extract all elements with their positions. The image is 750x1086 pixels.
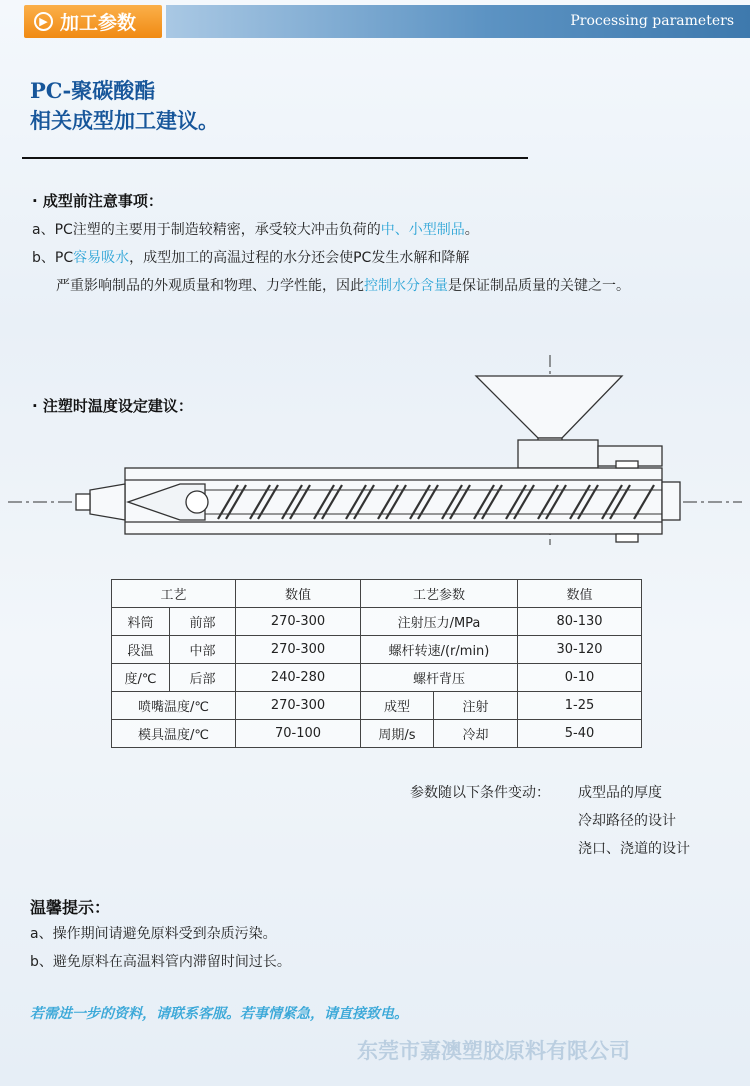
- item-b2-highlight: 控制水分含量: [364, 278, 448, 294]
- injection-machine-diagram: [0, 350, 750, 550]
- param-injection-pressure-value: 80-130: [518, 608, 642, 636]
- item-b-prefix: b、PC: [32, 250, 74, 266]
- item-a-prefix: a、PC注塑的主要用于制造较精密，承受较大冲击负荷的: [32, 222, 381, 238]
- play-circle-icon: ▶: [34, 12, 53, 31]
- conditions-label: 参数随以下条件变动：: [410, 785, 550, 801]
- item-a-highlight: 中、小型制品: [380, 222, 465, 238]
- zone-middle: 中部: [170, 636, 236, 664]
- condition-item-1: 成型品的厚度: [578, 785, 662, 801]
- pre-molding-item-b2: [56, 275, 630, 295]
- nozzle: [90, 484, 125, 520]
- param-back-pressure-value: 0-10: [518, 664, 642, 692]
- condition-item-3: 浇口、浇道的设计: [578, 841, 690, 857]
- tips-heading: 温馨提示：: [30, 898, 111, 917]
- title-divider: [22, 157, 528, 159]
- feed-housing: [518, 440, 598, 468]
- header-band: [166, 5, 750, 38]
- title-line-2: 相关成型加工建议。: [30, 108, 219, 133]
- zone-middle-value: 270-300: [236, 636, 361, 664]
- header-bar: [0, 0, 750, 42]
- mold-temp-value: 70-100: [236, 720, 361, 748]
- table-header-row: [112, 580, 642, 608]
- barrel-label-3: 度/℃: [112, 664, 170, 692]
- param-injection-pressure: 注射压力/MPa: [361, 608, 518, 636]
- company-name: 东莞市嘉澳塑胶原料有限公司: [357, 1039, 630, 1063]
- barrel-label-1: 料筒: [112, 608, 170, 636]
- hopper: [476, 376, 622, 438]
- header-process-param: 工艺参数: [361, 580, 518, 608]
- header-process: 工艺: [112, 580, 236, 608]
- pre-molding-item-b: [32, 247, 469, 267]
- param-screw-speed-value: 30-120: [518, 636, 642, 664]
- zone-front: 前部: [170, 608, 236, 636]
- section-tag-label: 加工参数: [60, 12, 137, 34]
- item-b-highlight: 容易吸水: [73, 250, 130, 266]
- header-band-text: Processing parameters: [570, 13, 734, 29]
- param-back-pressure: 螺杆背压: [361, 664, 518, 692]
- table-row: [112, 664, 642, 692]
- nozzle-temp-value: 270-300: [236, 692, 361, 720]
- inject-value: 1-25: [518, 692, 642, 720]
- zone-rear-value: 240-280: [236, 664, 361, 692]
- section-tag: [24, 5, 162, 38]
- table-row: [112, 720, 642, 748]
- condition-item-2: 冷却路径的设计: [578, 813, 676, 829]
- contact-note: 若需进一步的资料，请联系客服。若事情紧急，请直接致电。: [30, 1006, 408, 1022]
- table-row: [112, 692, 642, 720]
- header-value: 数值: [236, 580, 361, 608]
- cycle-label-2: 周期/s: [361, 720, 434, 748]
- item-a-suffix: 。: [464, 222, 479, 238]
- page-title: [30, 76, 219, 136]
- zone-rear: 后部: [170, 664, 236, 692]
- pre-molding-item-a: [32, 219, 479, 239]
- table-row: [112, 608, 642, 636]
- item-b2-suffix: 是保证制品质量的关键之一。: [448, 278, 630, 294]
- inject-label: 注射: [434, 692, 518, 720]
- tips-item-b: b、避免原料在高温料管内滞留时间过长。: [30, 954, 291, 970]
- tips-item-a: a、操作期间请避免原料受到杂质污染。: [30, 926, 277, 942]
- cool-value: 5-40: [518, 720, 642, 748]
- zone-front-value: 270-300: [236, 608, 361, 636]
- item-b-suffix: ，成型加工的高温过程的水分还会使PC发生水解和降解: [129, 250, 470, 266]
- header-param-value: 数值: [518, 580, 642, 608]
- cycle-label-1: 成型: [361, 692, 434, 720]
- barrel-label-2: 段温: [112, 636, 170, 664]
- title-line-1: PC-聚碳酸酯: [30, 78, 156, 103]
- cool-label: 冷却: [434, 720, 518, 748]
- table-row: [112, 636, 642, 664]
- nozzle-temp-label: 喷嘴温度/℃: [112, 692, 236, 720]
- item-b2-prefix: 严重影响制品的外观质量和物理、力学性能，因此: [56, 278, 364, 294]
- parameter-table: [111, 579, 642, 748]
- pre-molding-heading: · 成型前注意事项：: [32, 192, 163, 210]
- param-screw-speed: 螺杆转速/(r/min): [361, 636, 518, 664]
- mold-temp-label: 模具温度/℃: [112, 720, 236, 748]
- temperature-heading: · 注塑时温度设定建议：: [32, 397, 193, 415]
